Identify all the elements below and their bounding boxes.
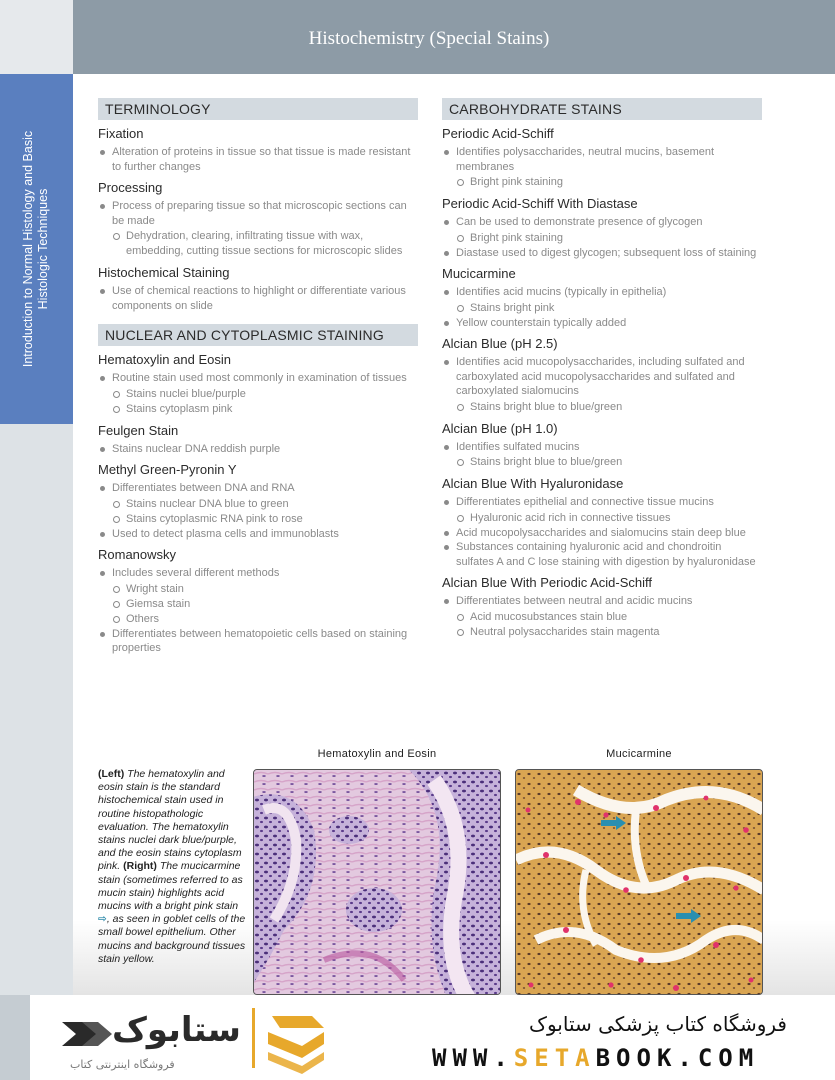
bullet-text: Differentiates epithelial and connective tissue mucins (456, 496, 714, 508)
section-heading-terminology: TERMINOLOGY (98, 98, 418, 120)
caption-right-text-2: as seen in goblet cells of the small bowel epithelium. Other mucins and background tissues stain yellow. (98, 913, 246, 965)
header-corner (0, 0, 73, 74)
mucicarmine-micrograph-image (516, 770, 763, 995)
bullet-text: Substances containing hyaluronic acid and chondroitin sulfates A and C lose staining with digestion by hyaluronidase (456, 541, 756, 568)
subheading-alcian-blue-ph-2-5: Alcian Blue (pH 2.5) (442, 336, 558, 351)
bullet-text: Used to detect plasma cells and immunoblasts (112, 527, 339, 540)
bullet-item (442, 316, 762, 331)
bullet-item (442, 594, 762, 640)
bullet-text: Differentiates between DNA and RNA (112, 482, 295, 494)
bullet-item (98, 442, 418, 457)
sub-bullet-item: Others (112, 612, 418, 627)
sub-bullet-item: Bright pink staining (456, 175, 762, 190)
he-micrograph-image (254, 770, 501, 995)
bullet-item (98, 371, 418, 417)
chapter-tab-line-1: Introduction to Normal Histology and Basic (21, 130, 35, 368)
bullet-list (98, 371, 418, 417)
logo-subtitle: فروشگاه اینترنتی کتاب (70, 1058, 175, 1071)
bullet-item (98, 527, 418, 542)
bullet-item (442, 355, 762, 415)
subheading-processing: Processing (98, 180, 163, 195)
bullet-list (442, 145, 762, 190)
caption-right-tag: (Right) (123, 860, 157, 873)
section-heading-nuclear-and-cytoplasmic-staining: NUCLEAR AND CYTOPLASMIC STAINING (98, 324, 418, 346)
subheading-mucicarmine: Mucicarmine (442, 266, 516, 281)
bullet-item (98, 627, 418, 656)
bullet-text: Can be used to demonstrate presence of glycogen (456, 216, 703, 228)
bullet-text: Use of chemical reactions to highlight or differentiate various components on slide (112, 285, 406, 312)
arrow-icon: ⇨ (98, 913, 107, 926)
sub-bullet-list (456, 301, 762, 316)
figure-caption (98, 768, 248, 966)
chapter-tab-line-2: Histologic Techniques (36, 188, 50, 310)
ad-url-prefix: WWW. (432, 1044, 514, 1072)
bullet-item (442, 495, 762, 526)
sub-bullet-item: Neutral polysaccharides stain magenta (456, 625, 762, 640)
subheading-fixation: Fixation (98, 126, 144, 141)
bullet-item (442, 246, 762, 261)
sub-bullet-item: Stains bright blue to blue/green (456, 455, 762, 470)
sub-bullet-list (112, 387, 418, 417)
bullet-list (442, 495, 762, 569)
left-column (98, 98, 418, 656)
bullet-text: Process of preparing tissue so that microscopic sections can be made (112, 200, 407, 227)
subheading-methyl-green-pyronin-y: Methyl Green-Pyronin Y (98, 462, 237, 477)
ad-persian-title: فروشگاه کتاب پزشکی ستابوک (529, 1012, 787, 1036)
sub-bullet-item: Stains cytoplasm pink (112, 402, 418, 417)
bullet-text: Differentiates between hematopoietic cells based on staining properties (112, 627, 408, 654)
caption-left-text: The hematoxylin and eosin stain is the standard histochemical stain used in routine histopathologic evaluation. The hematoxylin stains nuclei dark blue/purple, and the eosin stains cytoplasm pink. (98, 768, 242, 873)
sub-bullet-list (112, 582, 418, 627)
bullet-item (442, 285, 762, 316)
sub-bullet-item: Wright stain (112, 582, 418, 597)
section-heading-carbohydrate-stains: CARBOHYDRATE STAINS (442, 98, 762, 120)
subheading-periodic-acid-schiff: Periodic Acid-Schiff (442, 126, 554, 141)
page-title: Histochemistry (Special Stains) (308, 28, 550, 49)
sub-bullet-list (456, 511, 762, 526)
sub-bullet-item: Bright pink staining (456, 231, 762, 246)
sub-bullet-item: Stains nuclear DNA blue to green (112, 497, 418, 512)
sub-bullet-item: Stains bright pink (456, 301, 762, 316)
right-image-label: Mucicarmine (606, 748, 672, 760)
bullet-text: Yellow counterstain typically added (456, 316, 627, 329)
bullet-list (98, 145, 418, 174)
sub-bullet-list (112, 497, 418, 527)
bullet-text: Stains nuclear DNA reddish purple (112, 442, 281, 455)
bullet-list (442, 285, 762, 330)
bullet-list (442, 594, 762, 640)
sub-bullet-item: Stains cytoplasmic RNA pink to rose (112, 512, 418, 527)
bullet-text: Identifies sulfated mucins (456, 440, 580, 453)
sub-bullet-item: Acid mucosubstances stain blue (456, 610, 762, 625)
subheading-histochemical-staining: Histochemical Staining (98, 265, 230, 280)
right-column (442, 98, 762, 640)
sub-bullet-item: Giemsa stain (112, 597, 418, 612)
bullet-item (98, 284, 418, 313)
sub-bullet-list (456, 610, 762, 640)
bullet-item (98, 566, 418, 627)
bullet-list (442, 355, 762, 415)
sub-bullet-item: Hyaluronic acid rich in connective tissues (456, 511, 762, 526)
he-micrograph (253, 769, 501, 995)
sub-bullet-list (112, 229, 418, 259)
bullet-text: Identifies acid mucopolysaccharides, including sulfated and carboxylated acid mucopolysaccharides and sulfated and carboxylated sialomucins (456, 356, 745, 397)
sub-bullet-item: Stains nuclei blue/purple (112, 387, 418, 402)
bullet-text: Includes several different methods (112, 567, 280, 579)
bullet-text: Diastase used to digest glycogen; subsequent loss of staining (456, 246, 757, 259)
bullet-list (98, 442, 418, 457)
subheading-alcian-blue-with-hyaluronidase: Alcian Blue With Hyaluronidase (442, 476, 624, 491)
ad-url-suffix: BOOK.COM (595, 1044, 760, 1072)
sub-bullet-list (456, 400, 762, 415)
subheading-periodic-acid-schiff-with-diastase: Periodic Acid-Schiff With Diastase (442, 196, 638, 211)
bullet-item (442, 440, 762, 471)
ad-url[interactable] (432, 1044, 759, 1072)
bullet-item (442, 215, 762, 246)
subheading-feulgen-stain: Feulgen Stain (98, 422, 179, 438)
bullet-list (98, 284, 418, 313)
caption-right-text-1: The mucicarmine stain (sometimes referred to as mucin stain) highlights acid mucins with a bright pink stain (98, 860, 243, 913)
bullet-item (442, 145, 762, 190)
sub-bullet-list (456, 455, 762, 470)
subheading-alcian-blue-ph-1-0: Alcian Blue (pH 1.0) (442, 420, 558, 436)
bullet-text: Identifies polysaccharides, neutral mucins, basement membranes (456, 146, 715, 173)
subheading-romanowsky: Romanowsky (98, 547, 177, 562)
ad-url-accent: SETA (513, 1044, 596, 1072)
caption-comma: , (106, 913, 110, 926)
bullet-text: Acid mucopolysaccharides and sialomucins stain deep blue (456, 526, 746, 539)
logo-wordmark: ستابوک (112, 1010, 241, 1050)
bullet-text: Alteration of proteins in tissue so that tissue is made resistant to further changes (112, 146, 411, 173)
sub-bullet-list (456, 231, 762, 246)
bullet-list (442, 215, 762, 260)
sub-bullet-item: Dehydration, clearing, infiltrating tissue with wax, embedding, cutting tissue sections for microscopic slides (112, 229, 418, 259)
bullet-list (442, 440, 762, 471)
sub-bullet-item: Stains bright blue to blue/green (456, 400, 762, 415)
bullet-item (98, 145, 418, 174)
bullet-text: Routine stain used most commonly in examination of tissues (112, 372, 407, 384)
bullet-text: Differentiates between neutral and acidic mucins (456, 595, 693, 607)
subheading-alcian-blue-with-periodic-acid-schiff: Alcian Blue With Periodic Acid-Schiff (442, 575, 653, 590)
bullet-text: Identifies acid mucins (typically in epithelia) (456, 286, 667, 298)
bullet-list (98, 481, 418, 541)
caption-left-tag: (Left) (98, 768, 125, 780)
subheading-hematoxylin-and-eosin: Hematoxylin and Eosin (98, 352, 231, 367)
ad-left-strip (0, 995, 30, 1080)
bullet-item (98, 199, 418, 259)
mucicarmine-micrograph (515, 769, 763, 995)
left-image-label: Hematoxylin and Eosin (317, 748, 437, 760)
bullet-item (442, 540, 762, 569)
sub-bullet-list (456, 175, 762, 190)
bullet-list (98, 566, 418, 656)
chapter-tab-label (21, 74, 51, 424)
bullet-list (98, 199, 418, 259)
bullet-item (442, 526, 762, 541)
bullet-item (98, 481, 418, 527)
